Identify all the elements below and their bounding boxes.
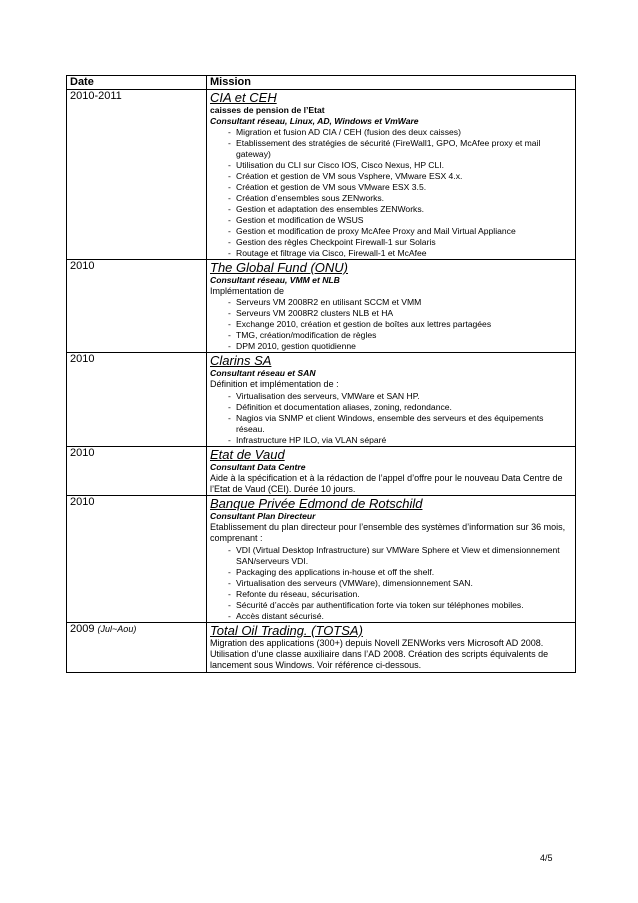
list-item: [210, 171, 573, 182]
mission-entity: Total Oil Trading. (TOTSA): [210, 622, 363, 638]
row-mission-cell: [207, 353, 576, 446]
list-item-text: Création et gestion de VM sous VMware ESX 3.5.: [236, 182, 427, 192]
dash-bullet: -: [228, 297, 231, 308]
table-row: [67, 496, 576, 623]
list-item: [210, 193, 573, 204]
list-item-text: Refonte du réseau, sécurisation.: [236, 588, 360, 599]
table-header-row: [67, 76, 576, 90]
row-date: 2010: [70, 260, 95, 272]
list-item: [210, 237, 573, 248]
dash-bullet: -: [228, 588, 231, 599]
mission-task-list: [210, 391, 573, 446]
dash-bullet: -: [228, 237, 231, 247]
mission-entity: CIA et CEH: [210, 90, 277, 105]
dash-bullet: -: [228, 171, 231, 181]
row-mission-cell: [207, 446, 576, 496]
table-row: [67, 446, 576, 496]
mission-role: Consultant Plan Directeur: [210, 511, 316, 522]
dash-bullet: -: [228, 390, 231, 401]
dash-bullet: -: [228, 401, 231, 412]
list-item-text: Gestion et modification de WSUS: [236, 215, 364, 225]
dash-bullet: -: [228, 544, 231, 555]
list-item-text: Nagios via SNMP et client Windows, ensemble des serveurs et des équipements réseau.: [236, 412, 544, 434]
dash-bullet: -: [228, 341, 231, 352]
dash-bullet: -: [228, 182, 231, 192]
list-item: [210, 611, 573, 622]
list-item: [210, 308, 573, 319]
row-date: 2010: [70, 496, 95, 509]
table-row: [67, 90, 576, 260]
list-item-text: Virtualisation des serveurs, VMWare et SAN HP.: [236, 390, 420, 401]
list-item: [210, 297, 573, 308]
list-item: [210, 391, 573, 402]
mission-table: [66, 75, 576, 673]
list-item-text: Accès distant sécurisé.: [236, 610, 324, 621]
list-item-text: TMG, création/modification de règles: [236, 330, 377, 341]
list-item-text: Gestion et modification de proxy McAfee Proxy and Mail Virtual Appliance: [236, 226, 516, 236]
list-item: [210, 330, 573, 341]
mission-task-list: [210, 297, 573, 352]
row-date-cell: [67, 496, 207, 623]
dash-bullet: -: [228, 610, 231, 621]
row-mission-cell: [207, 496, 576, 623]
list-item-text: Etablissement des stratégies de sécurité (FireWall1, GPO, McAfee proxy et mail gateway): [236, 138, 541, 159]
dash-bullet: -: [228, 319, 231, 330]
list-item-text: Sécurité d’accès par authentification forte via token sur téléphones mobiles.: [236, 599, 524, 610]
mission-role: Consultant Data Centre: [210, 461, 306, 472]
dash-bullet: -: [228, 138, 231, 148]
dash-bullet: -: [228, 577, 231, 588]
page-number: 4/5: [540, 853, 553, 863]
dash-bullet: -: [228, 204, 231, 214]
dash-bullet: -: [228, 127, 231, 137]
list-item: [210, 600, 573, 611]
list-item: [210, 341, 573, 352]
list-item: [210, 127, 573, 138]
mission-description: Etablissement du plan directeur pour l’ensemble des systèmes d’information sur 36 mois, comprenant :: [210, 522, 566, 544]
dash-bullet: -: [228, 193, 231, 203]
list-item-text: Serveurs VM 2008R2 en utilisant SCCM et VMM: [236, 297, 422, 308]
list-item: [210, 545, 573, 567]
header-date: Date: [67, 76, 207, 90]
row-date-cell: [67, 622, 207, 672]
dash-bullet: -: [228, 308, 231, 319]
list-item-text: Création et gestion de VM sous Vsphere, VMware ESX 4.x.: [236, 171, 463, 181]
list-item: [210, 204, 573, 215]
mission-task-list: [210, 127, 573, 259]
list-item: [210, 589, 573, 600]
list-item-text: Définition et documentation aliases, zoning, redondance.: [236, 401, 452, 412]
list-item: [210, 138, 573, 160]
list-item-text: Migration et fusion AD CIA / CEH (fusion des deux caisses): [236, 127, 461, 137]
row-date-cell: [67, 353, 207, 446]
row-date: 2010-2011: [70, 90, 122, 102]
dash-bullet: -: [228, 599, 231, 610]
row-date: 2009: [70, 622, 95, 635]
list-item-text: Virtualisation des serveurs (VMWare), dimensionnement SAN.: [236, 577, 473, 588]
dash-bullet: -: [228, 434, 231, 445]
mission-description: Aide à la spécification et à la rédaction de l’appel d’offre pour le nouveau Data Centre de l’Etat de Vaud (CEI). Durée 10 jours.: [210, 472, 563, 494]
dash-bullet: -: [228, 226, 231, 236]
list-item-text: Packaging des applications in-house et off the shelf.: [236, 566, 435, 577]
dash-bullet: -: [228, 160, 231, 170]
list-item: [210, 182, 573, 193]
mission-description: Migration des applications (300+) depuis Novell ZENWorks vers Microsoft AD 2008. Utilisation d’une classe auxiliaire dans l’AD 2008. Création des scripts équivalents de lancement sous Windows. Voir référence ci-dessous.: [210, 637, 549, 671]
row-mission-cell: [207, 90, 576, 260]
table-row: [67, 260, 576, 353]
list-item-text: Création d’ensembles sous ZENworks.: [236, 193, 385, 203]
list-item: [210, 578, 573, 589]
mission-entity: Banque Privée Edmond de Rotschild: [210, 496, 423, 512]
list-item-text: Routage et filtrage via Cisco, Firewall-1 et McAfee: [236, 248, 427, 258]
list-item: [210, 413, 573, 435]
list-item: [210, 248, 573, 259]
row-mission-cell: [207, 622, 576, 672]
mission-entity: Clarins SA: [210, 353, 272, 369]
dash-bullet: -: [228, 566, 231, 577]
mission-description: Implémentation de: [210, 286, 285, 296]
mission-description: Définition et implémentation de :: [210, 379, 339, 390]
mission-subtitle: caisses de pension de l’Etat: [210, 105, 325, 115]
row-date-cell: [67, 260, 207, 353]
table-row: [67, 353, 576, 446]
list-item: [210, 215, 573, 226]
dash-bullet: -: [228, 215, 231, 225]
list-item: [210, 435, 573, 446]
mission-role: Consultant réseau et SAN: [210, 368, 316, 379]
table-row: [67, 622, 576, 672]
row-date: 2010: [70, 353, 95, 366]
row-date: 2010: [70, 446, 95, 459]
list-item-text: Gestion des règles Checkpoint Firewall-1 sur Solaris: [236, 237, 436, 247]
list-item: [210, 567, 573, 578]
row-date-cell: [67, 90, 207, 260]
dash-bullet: -: [228, 412, 231, 423]
row-mission-cell: [207, 260, 576, 353]
list-item-text: Utilisation du CLI sur Cisco IOS, Cisco Nexus, HP CLI.: [236, 160, 445, 170]
list-item-text: Gestion et adaptation des ensembles ZENWorks.: [236, 204, 425, 214]
header-mission: Mission: [207, 76, 576, 90]
mission-entity: Etat de Vaud: [210, 446, 285, 462]
list-item-text: Exchange 2010, création et gestion de boîtes aux lettres partagées: [236, 319, 492, 330]
mission-role: Consultant réseau, VMM et NLB: [210, 275, 340, 285]
list-item: [210, 160, 573, 171]
row-date-cell: [67, 446, 207, 496]
list-item-text: Infrastructure HP ILO, via VLAN séparé: [236, 434, 387, 445]
list-item: [210, 402, 573, 413]
list-item: [210, 226, 573, 237]
list-item: [210, 319, 573, 330]
mission-entity: The Global Fund (ONU): [210, 260, 348, 275]
list-item-text: VDI (Virtual Desktop Infrastructure) sur VMWare Sphere et View et dimensionnement SAN/serveurs VDI.: [236, 544, 560, 566]
list-item-text: Serveurs VM 2008R2 clusters NLB et HA: [236, 308, 394, 319]
mission-task-list: [210, 545, 573, 622]
row-date-note: (Jul~Aou): [97, 623, 137, 634]
dash-bullet: -: [228, 248, 231, 258]
mission-role: Consultant réseau, Linux, AD, Windows et VmWare: [210, 116, 419, 126]
list-item-text: DPM 2010, gestion quotidienne: [236, 341, 356, 352]
dash-bullet: -: [228, 330, 231, 341]
